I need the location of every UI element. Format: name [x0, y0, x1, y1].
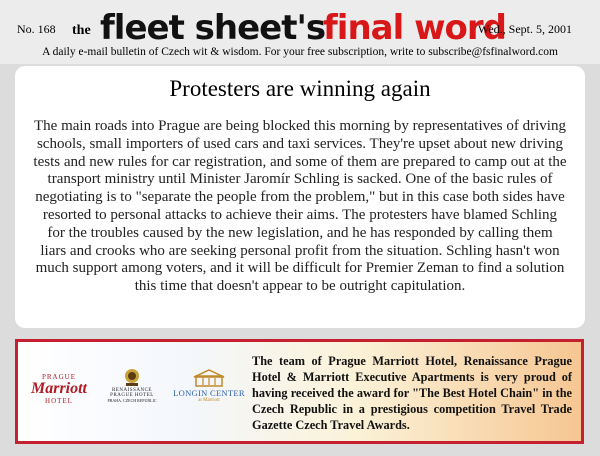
article-headline: Protesters are winning again — [169, 76, 431, 101]
longin-logo-name: LONGIN CENTER — [173, 388, 245, 398]
renaissance-logo-line2: PRAGUE HOTEL — [110, 393, 154, 398]
renaissance-logo — [96, 368, 168, 403]
renaissance-emblem-icon — [121, 368, 143, 388]
article-body: The main roads into Prague are being blocked this morning by representatives of driving schools, small importers of used cars and taxi services. They're upset about new driving tests and new rules for car registration, and some of them are prepared to camp out at the transport ministry until Minister Jaromír Schling is sacked. One of the basic rules of negotiating is to "separate the people from the problem," but in this case both sides have resorted to personal attacks to achieve their aims. The protesters have blamed Schling for the troubles caused by the new legislation, and he has responded by calling them liars and crooks who are seeking personal profit from the situation. Schling hasn't won much support among voters, and it will be difficult for Premier Zeman to find a solution this time that doesn't appear to be outright capitulation. — [33, 118, 567, 295]
longin-center-logo — [170, 368, 248, 403]
issue-date: Wed., Sept. 5, 2001 — [477, 22, 572, 36]
masthead — [0, 0, 600, 64]
title-the: the — [72, 23, 91, 38]
longin-logo-sub: at Marriott — [198, 398, 220, 403]
marriott-logo — [28, 373, 90, 405]
title-main: fleet sheet's — [100, 8, 326, 48]
renaissance-logo-line3: PRAHA, CZECH REPUBLIC — [107, 398, 157, 403]
renaissance-logo-line1: RENAISSANCE — [112, 388, 152, 393]
title-accent: final word — [323, 8, 506, 48]
issue-number: No. 168 — [17, 22, 56, 36]
marriott-logo-bottom: HOTEL — [45, 397, 73, 405]
article-card — [15, 66, 585, 328]
tagline: A daily e-mail bulletin of Czech wit & wisdom. For your free subscription, write to subscribe@fsfinalword.com — [42, 46, 558, 58]
ad-text: The team of Prague Marriott Hotel, Renaissance Prague Hotel & Marriott Executive Apartments is very proud of having received the award for "The Best Hotel Chain" in the Czech Republic in a prestigious competition Travel Trade Gazette Czech Travel Awards. — [252, 354, 572, 432]
marriott-logo-top: PRAGUE — [41, 373, 76, 381]
longin-building-icon — [192, 368, 226, 388]
marriott-logo-brand: Marriott — [30, 380, 87, 397]
hotel-ad-banner[interactable] — [15, 339, 584, 444]
